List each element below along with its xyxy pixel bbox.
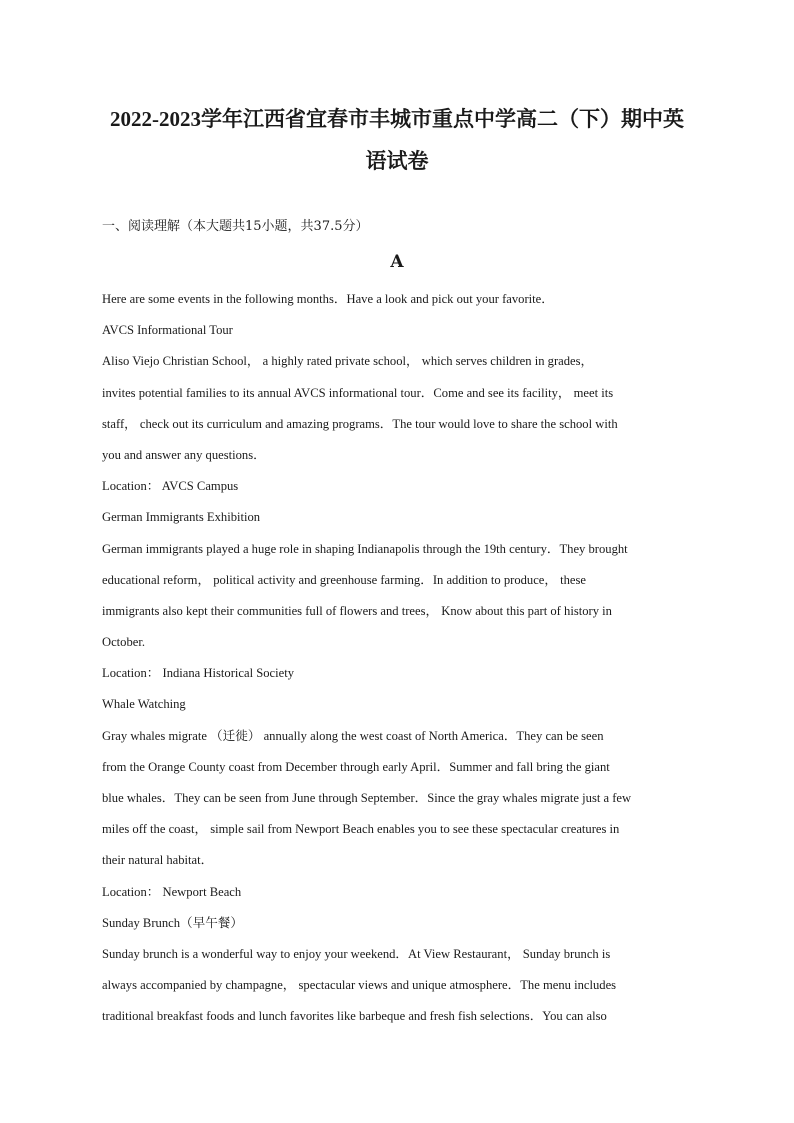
text-line: their natural habitat． <box>102 853 214 868</box>
text-line: from the Orange County coast from December through early April．Summer and fall bring the giant <box>102 759 610 774</box>
event-heading: German Immigrants Exhibition <box>102 510 261 525</box>
event-heading: AVCS Informational Tour <box>102 323 233 338</box>
text-line: educational reform， political activity and greenhouse farming．In addition to produce， these <box>102 572 587 587</box>
text-line: October. <box>102 635 146 650</box>
passage-letter: A <box>390 252 404 272</box>
text-line: Here are some events in the following months．Have a look and pick out your favorite． <box>102 292 554 306</box>
event-location: Location： Newport Beach <box>102 884 242 899</box>
text-line: blue whales．They can be seen from June through September．Since the gray whales migrate just a few <box>102 791 632 805</box>
title-line: 2022-2023学年江西省宜春市丰城市重点中学高二（下）期中英 <box>110 107 684 131</box>
title-line: 语试卷 <box>365 149 429 173</box>
document-title <box>60 98 734 182</box>
text-line: German immigrants played a huge role in shaping Indianapolis through the 19th century．They brought <box>102 541 628 556</box>
event-location: Location： Indiana Historical Society <box>102 666 294 681</box>
text-line: miles off the coast， simple sail from Newport Beach enables you to see these spectacular creatures in <box>102 822 620 837</box>
event-location: Location： AVCS Campus <box>102 479 239 494</box>
event-heading: Sunday Brunch（早午餐） <box>102 915 243 930</box>
text-line: Sunday brunch is a wonderful way to enjoy your weekend．At View Restaurant， Sunday brunch is <box>102 946 611 961</box>
text-line: invites potential families to its annual AVCS informational tour．Come and see its facility， meet its <box>102 385 614 400</box>
section-heading: 一、阅读理解（本大题共15小题，共37.5分） <box>102 219 369 234</box>
text-line: always accompanied by champagne， spectacular views and unique atmosphere．The menu includes <box>102 978 617 993</box>
text-line: traditional breakfast foods and lunch favorites like barbeque and fresh fish selections．You can also <box>102 1009 607 1024</box>
event-heading: Whale Watching <box>102 697 186 712</box>
text-line: staff， check out its curriculum and amazing programs．The tour would love to share the school with <box>102 416 618 431</box>
text-line: you and answer any questions． <box>102 447 266 462</box>
text-line: Aliso Viejo Christian School， a highly rated private school， which serves children in grades， <box>102 354 594 369</box>
passage-body <box>102 288 702 1037</box>
text-line: immigrants also kept their communities full of flowers and trees， Know about this part of history in <box>102 603 612 618</box>
text-line: Gray whales migrate （迁徙） annually along the west coast of North America．They can be seen <box>102 728 604 743</box>
